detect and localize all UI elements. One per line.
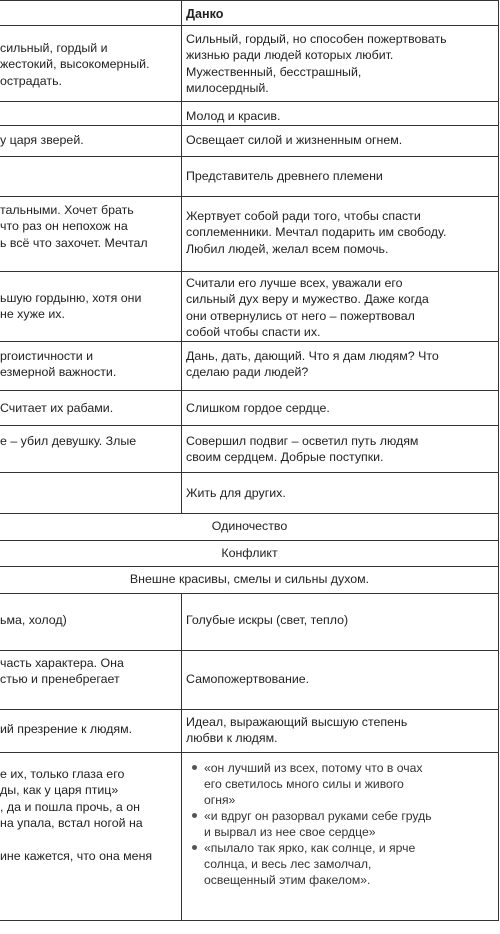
merged-row-label: Внешне красивы, смелы и сильны духом.	[129, 572, 370, 586]
left-cell-line: е – убил девушку. Злые	[0, 434, 137, 448]
left-cell-line: е их, только глаза его	[0, 767, 125, 781]
right-cell-line: они отвернулись от него – пожертвовал	[186, 308, 415, 323]
merged-row-label: Одиночество	[211, 519, 288, 533]
right-cell	[186, 132, 492, 148]
right-cell-line: Мужественный, бесстрашный,	[186, 64, 362, 79]
row-border	[0, 752, 499, 753]
left-cell-line: стью и пренебрегает	[0, 672, 120, 687]
left-cell-line: ргоистичности и	[0, 349, 94, 363]
left-cell-line: езмерной важности.	[0, 365, 117, 380]
left-cell-line: острадать.	[0, 73, 62, 88]
row-border	[0, 101, 499, 102]
row-border	[0, 593, 499, 594]
row-border	[0, 472, 499, 473]
left-cell-line: не хуже их.	[0, 307, 65, 322]
bullet-icon	[192, 765, 197, 770]
right-cell	[186, 714, 492, 747]
quote-item	[190, 760, 490, 808]
right-cell-line: милосердный.	[186, 81, 269, 96]
right-cell	[186, 108, 492, 124]
merged-row-label: Конфликт	[221, 546, 278, 560]
row-border	[0, 125, 499, 126]
left-cell-line	[0, 832, 178, 848]
quote-line: его светилось много силы и живого	[204, 777, 404, 791]
right-cell-line: Представитель древнего племени	[186, 169, 383, 183]
right-cell-line: Совершил подвиг – осветил путь людям	[186, 434, 419, 448]
right-cell-line: Голубые искры (свет, тепло)	[186, 613, 349, 627]
left-cell	[0, 202, 178, 251]
right-cell-line: Идеал, выражающий высшую степень	[186, 715, 408, 729]
quote-line: «пылало так ярко, как солнце, и ярче	[204, 841, 416, 855]
left-cell-line: жестокий, высокомерный.	[0, 57, 150, 72]
quote-line: «он лучший из всех, потому что в очах	[204, 761, 423, 775]
left-cell-line: часть характера. Она	[0, 656, 124, 670]
left-cell-line: ды, как у царя птиц»	[0, 783, 119, 798]
right-cell-line: сильный дух веру и мужество. Даже когда	[186, 292, 429, 307]
row-border	[0, 156, 499, 157]
left-cell-line: , да и пошла прочь, а он	[0, 799, 140, 814]
quotes-list	[190, 760, 490, 888]
left-cell-line: ьшую гордыню, хотя они	[0, 291, 142, 305]
left-cell-line: на упала, встал ногой на	[0, 816, 143, 831]
right-cell	[186, 671, 492, 687]
left-cell	[0, 655, 178, 688]
quote-item	[190, 808, 490, 840]
quote-line: огня»	[204, 793, 236, 807]
left-cell	[0, 400, 178, 416]
right-cell-line: собой чтобы спасти их.	[186, 325, 321, 340]
right-cell-line: Слишком гордое сердце.	[186, 401, 330, 415]
right-cell-line: Сильный, гордый, но способен пожертвовать	[186, 32, 447, 46]
quote-item	[190, 840, 490, 888]
left-cell	[0, 433, 178, 449]
column-divider	[181, 0, 182, 513]
right-cell	[186, 612, 492, 628]
left-cell-line: что раз он непохож на	[0, 219, 128, 234]
right-cell-line: сделаю ради людей?	[186, 365, 309, 380]
right-cell-line: любви к людям.	[186, 731, 278, 746]
left-cell-line: ь всё что захочет. Мечтал	[0, 235, 148, 250]
row-border	[0, 25, 499, 26]
row-border	[0, 0, 499, 1]
right-cell	[186, 168, 492, 184]
row-border	[0, 709, 499, 710]
right-cell	[186, 485, 492, 501]
left-cell-line: тальными. Хочет брать	[0, 203, 134, 217]
right-cell	[186, 31, 492, 97]
left-cell	[0, 721, 178, 737]
bullet-icon	[192, 813, 197, 818]
row-border	[0, 390, 499, 391]
row-border	[0, 196, 499, 197]
right-cell-line: Считали его лучше всех, уважали его	[186, 276, 403, 290]
quote-line: «и вдруг он разорвал руками себе грудь	[204, 809, 432, 823]
right-cell	[186, 348, 492, 381]
bullet-icon	[192, 845, 197, 850]
left-cell-line: Считает их рабами.	[0, 401, 114, 415]
left-cell	[0, 612, 178, 628]
header-danko: Данко	[186, 7, 224, 21]
right-cell-line: Жить для других.	[186, 486, 286, 500]
row-border	[0, 566, 499, 567]
left-cell	[0, 290, 178, 323]
left-cell-line: ий презрение к людям.	[0, 722, 133, 736]
right-cell	[186, 400, 492, 416]
row-border	[0, 271, 499, 272]
left-cell-line: ине кажется, что она меня	[0, 848, 153, 863]
column-divider	[181, 593, 182, 920]
quote-line: освещенный этим факелом».	[204, 873, 371, 887]
row-border	[0, 341, 499, 342]
right-cell	[186, 208, 492, 257]
row-border	[0, 920, 499, 921]
right-cell-line: соплеменники. Мечтал подарить им свободу.	[186, 225, 447, 240]
row-border	[0, 540, 499, 541]
quote-line: и вырвал из нее свое сердце»	[204, 825, 376, 839]
left-cell-line: ьма, холод)	[0, 613, 67, 627]
right-cell-line: Самопожертвование.	[186, 672, 310, 686]
right-cell-line: своим сердцем. Добрые поступки.	[186, 450, 384, 465]
left-cell-line: у царя зверей.	[0, 133, 84, 147]
right-cell	[186, 433, 492, 466]
left-cell	[0, 40, 178, 89]
left-cell	[0, 766, 178, 864]
row-border	[0, 650, 499, 651]
left-cell-line: сильный, гордый и	[0, 41, 108, 55]
row-border	[0, 513, 499, 514]
row-border	[0, 425, 499, 426]
right-cell-line: Освещает силой и жизненным огнем.	[186, 133, 403, 147]
right-cell-line: Молод и красив.	[186, 109, 281, 123]
left-cell	[0, 348, 178, 381]
right-cell-line: Любил людей, желал всем помочь.	[186, 241, 389, 256]
right-cell-line: жизнью ради людей которых любит.	[186, 48, 394, 63]
right-cell-line: Дань, дать, дающий. Что я дам людям? Что	[186, 349, 439, 363]
right-cell	[186, 275, 492, 341]
right-cell-line: Жертвует собой ради того, чтобы спасти	[186, 209, 421, 223]
left-cell	[0, 132, 178, 148]
table-right-border	[498, 0, 499, 920]
quote-line: солнца, и весь лес замолчал,	[204, 857, 372, 871]
